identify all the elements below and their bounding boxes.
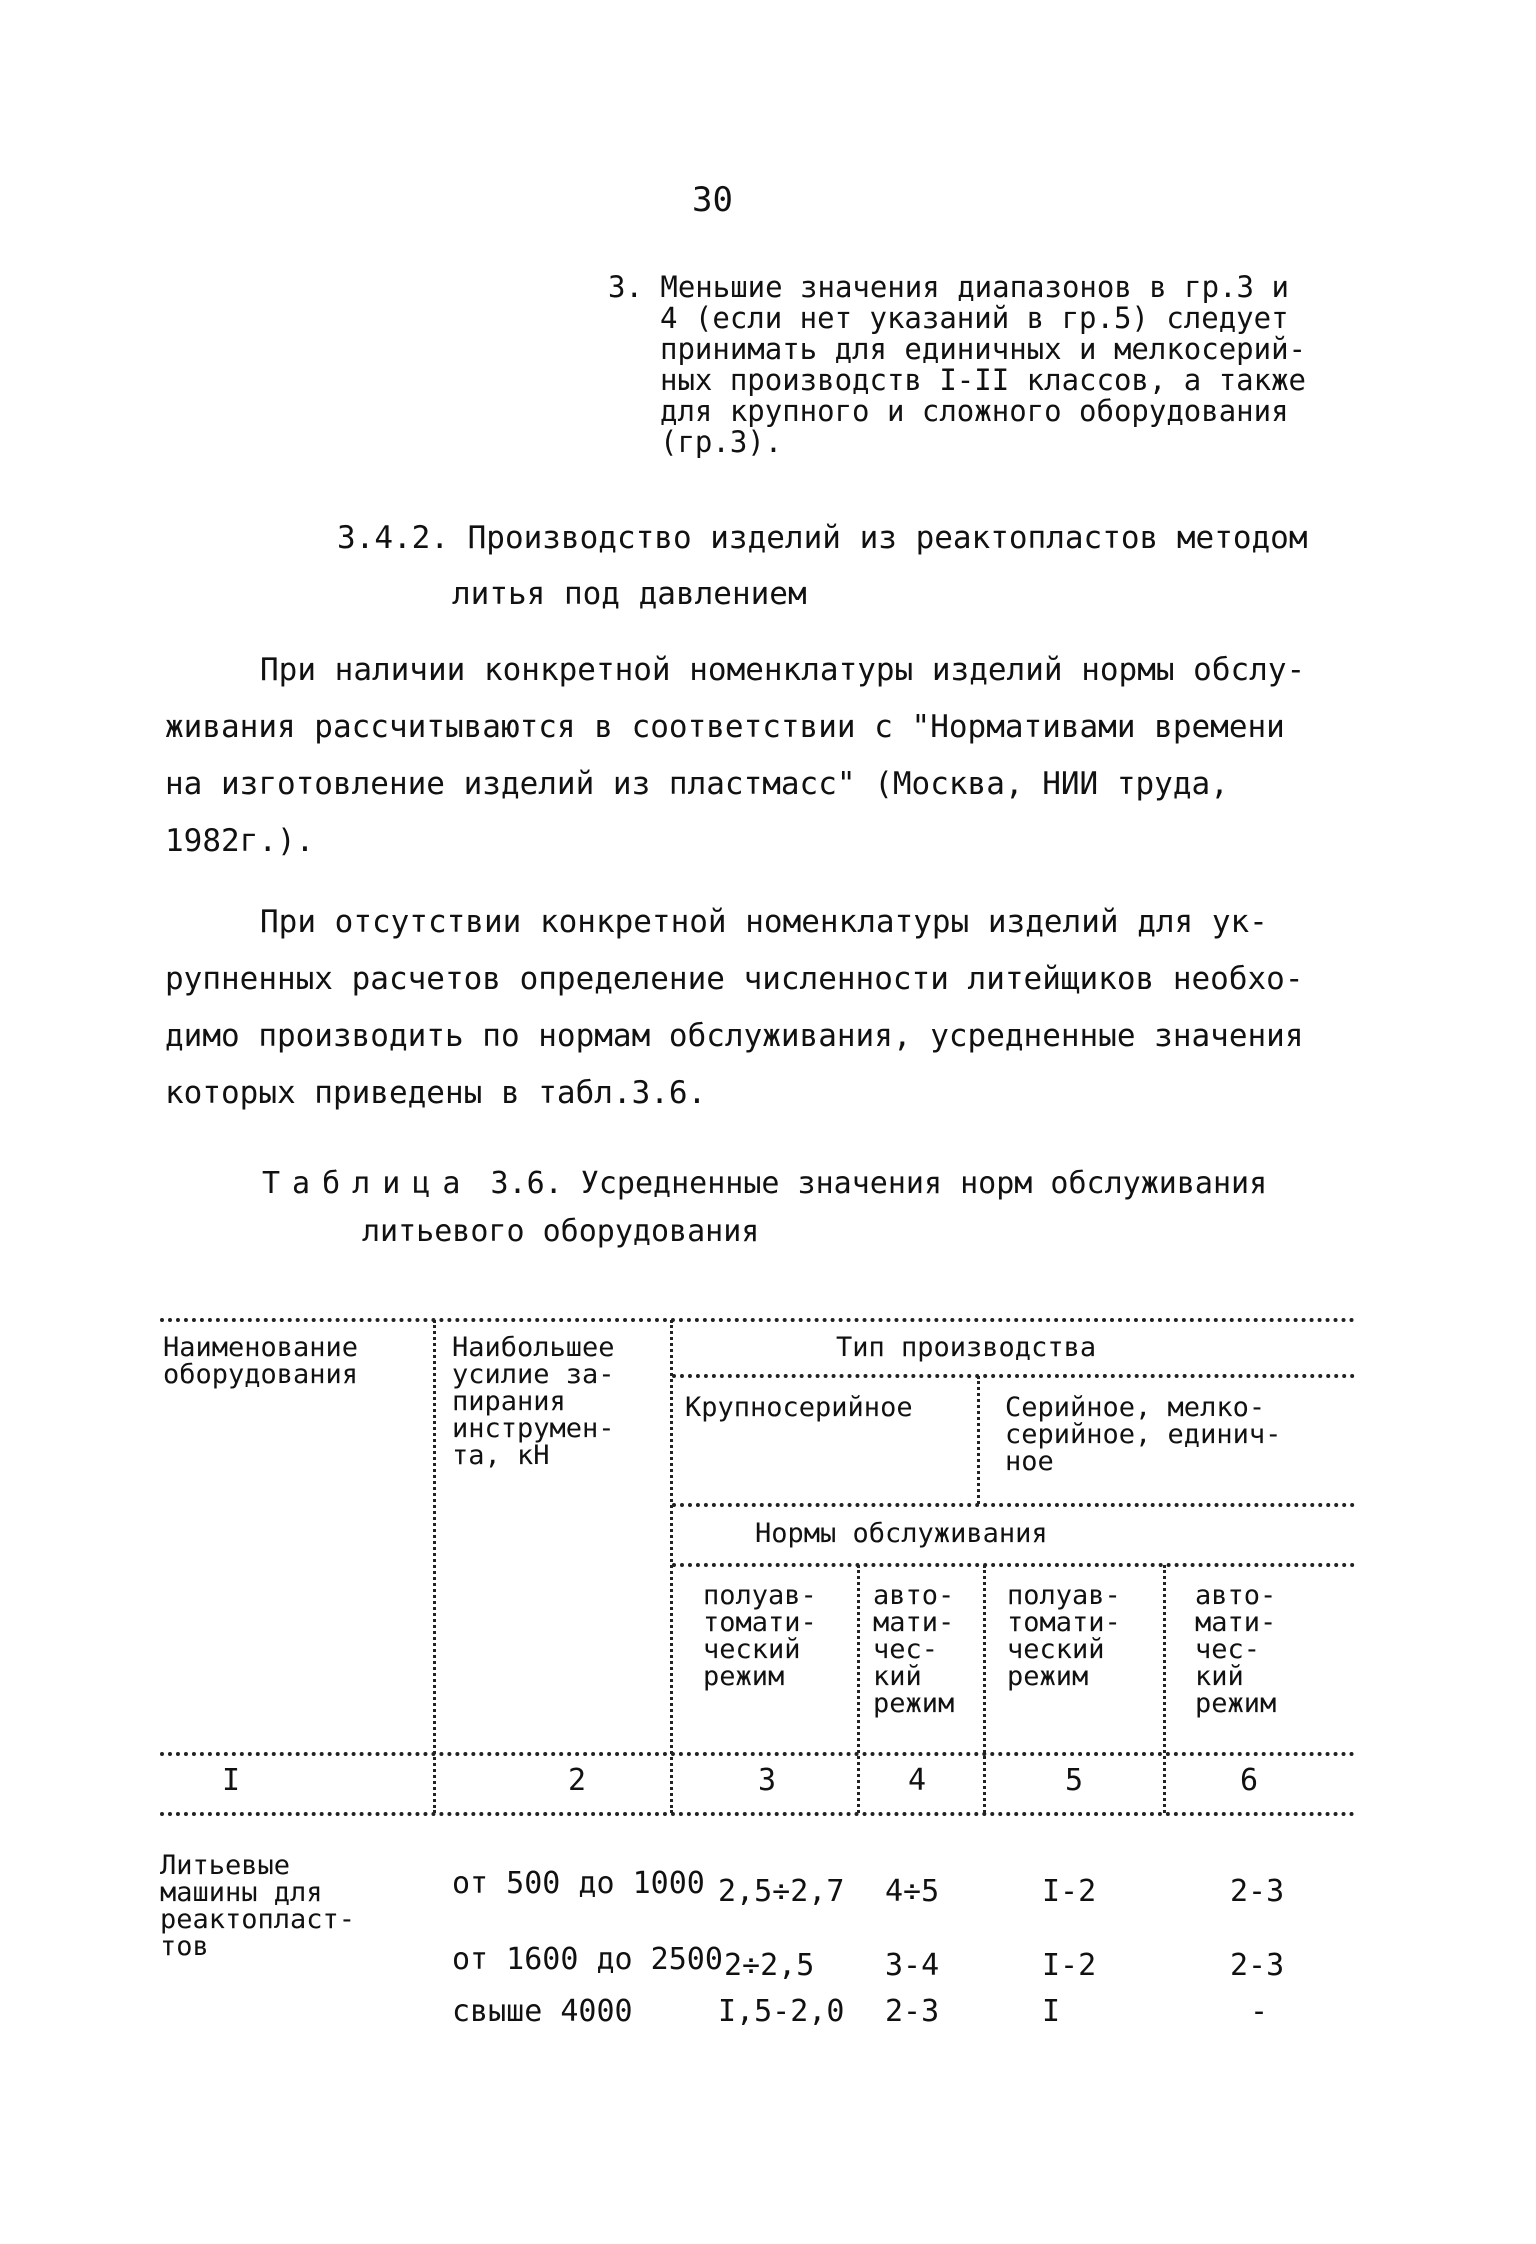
header-bottom-rule bbox=[160, 1752, 1355, 1756]
row-name-text: машины для bbox=[160, 1877, 323, 1908]
table-row-2-col6: 2-3 bbox=[1230, 1948, 1285, 1983]
header-text: Наименование bbox=[163, 1332, 359, 1363]
header-large-series: Крупносерийное bbox=[685, 1392, 913, 1423]
paragraph-line: При отсутствии конкретной номенклатуры изделий для ук- bbox=[260, 904, 1268, 940]
table-row-1-col6: 2-3 bbox=[1230, 1874, 1285, 1909]
production-type-rule bbox=[672, 1374, 1355, 1378]
table-row-3-force: свыше 4000 bbox=[452, 1994, 633, 2029]
header-text: полуав- bbox=[703, 1580, 817, 1611]
col-divider-3 bbox=[857, 1565, 860, 1813]
header-equipment-name bbox=[163, 1334, 358, 1388]
row-name-text: тов bbox=[160, 1931, 209, 1962]
table-row-2-col4: 3-4 bbox=[885, 1948, 940, 1983]
header-auto-large bbox=[873, 1582, 954, 1717]
col-divider-serial bbox=[977, 1376, 980, 1504]
column-number-1: I bbox=[222, 1763, 241, 1798]
table-row-2-col5: I-2 bbox=[1042, 1948, 1097, 1983]
section-heading-line: литья под давлением bbox=[452, 576, 807, 612]
header-text: кий bbox=[1195, 1661, 1244, 1692]
table-caption-label: Таблица bbox=[262, 1166, 473, 1201]
table-row-1-force: от 500 до 1000 bbox=[452, 1866, 705, 1901]
table-row-3-col4: 2-3 bbox=[885, 1994, 940, 2029]
header-text: пирания bbox=[452, 1386, 566, 1417]
section-heading bbox=[337, 510, 1308, 622]
header-text: кий bbox=[873, 1661, 922, 1692]
header-auto-serial bbox=[1195, 1582, 1276, 1717]
table-row-1-col5: I-2 bbox=[1042, 1874, 1097, 1909]
paragraph-line: которых приведены в табл.3.6. bbox=[165, 1075, 707, 1111]
header-text: Наибольшее bbox=[452, 1332, 615, 1363]
row-name-text: Литьевые bbox=[160, 1850, 291, 1881]
paragraph-line: димо производить по нормам обслуживания, усредненные значения bbox=[165, 1018, 1304, 1054]
header-text: режим bbox=[703, 1661, 785, 1692]
table-caption-title: 3.6. Усредненные значения норм обслуживания bbox=[472, 1166, 1268, 1201]
header-text: серийное, единич- bbox=[1005, 1419, 1282, 1450]
column-number-2: 2 bbox=[568, 1763, 587, 1798]
table-row-1-col3: 2,5÷2,7 bbox=[718, 1874, 845, 1909]
table-caption-line2: литьевого оборудования bbox=[362, 1214, 760, 1249]
header-text: Серийное, мелко- bbox=[1005, 1392, 1266, 1423]
table-row-3-col3: I,5-2,0 bbox=[718, 1994, 845, 2029]
header-text: режим bbox=[1195, 1688, 1277, 1719]
header-clamping-force bbox=[452, 1334, 615, 1469]
table-row-2-col3: 2÷2,5 bbox=[724, 1948, 815, 1983]
header-text: авто- bbox=[873, 1580, 955, 1611]
paragraph-line: При наличии конкретной номенклатуры изделий нормы обслу- bbox=[260, 652, 1306, 688]
note-line: для крупного и сложного оборудования bbox=[660, 394, 1289, 428]
note-line: принимать для единичных и мелкосерий- bbox=[660, 332, 1307, 366]
section-heading-line: 3.4.2. Производство изделий из реактопластов методом bbox=[337, 520, 1308, 556]
table-caption bbox=[262, 1160, 1267, 1256]
header-production-type: Тип производства bbox=[836, 1332, 1097, 1363]
column-number-6: 6 bbox=[1240, 1763, 1259, 1798]
col-divider-4 bbox=[983, 1565, 986, 1813]
note-line: 3. Меньшие значения диапазонов в гр.3 и bbox=[608, 270, 1289, 304]
header-text: инструмен- bbox=[452, 1413, 615, 1444]
note-3 bbox=[608, 272, 1306, 458]
header-text: чес- bbox=[1195, 1634, 1261, 1665]
table-row-3-col6: - bbox=[1250, 1994, 1269, 2029]
header-text: усилие за- bbox=[452, 1359, 615, 1390]
header-text: ческий bbox=[703, 1634, 801, 1665]
table-row-1-col4: 4÷5 bbox=[885, 1874, 940, 1909]
header-text: полуав- bbox=[1007, 1580, 1121, 1611]
header-text: авто- bbox=[1195, 1580, 1277, 1611]
column-numbers-rule bbox=[160, 1812, 1355, 1816]
column-number-3: 3 bbox=[758, 1763, 777, 1798]
header-text: томати- bbox=[703, 1607, 817, 1638]
header-text: мати- bbox=[873, 1607, 955, 1638]
mode-rule bbox=[672, 1563, 1355, 1567]
header-norms: Нормы обслуживания bbox=[755, 1518, 1048, 1549]
col-divider-2 bbox=[670, 1320, 673, 1813]
header-text: ное bbox=[1005, 1446, 1054, 1477]
header-semi-auto-serial bbox=[1007, 1582, 1121, 1690]
row-name-text: реактопласт- bbox=[160, 1904, 356, 1935]
paragraph-line: на изготовление изделий из пластмасс" (Москва, НИИ труда, bbox=[165, 766, 1229, 802]
page-number: 30 bbox=[692, 180, 733, 220]
table-top-rule bbox=[160, 1318, 1355, 1322]
row-equipment-name bbox=[160, 1852, 355, 1960]
paragraph-1 bbox=[165, 642, 1305, 870]
table-row-3-col5: I bbox=[1042, 1994, 1061, 2029]
header-text: томати- bbox=[1007, 1607, 1121, 1638]
paragraph-line: 1982г.). bbox=[165, 823, 315, 859]
table-row-2-force: от 1600 до 2500 bbox=[452, 1942, 723, 1977]
norms-rule bbox=[672, 1503, 1355, 1507]
col-divider-5 bbox=[1163, 1565, 1166, 1813]
header-text: режим bbox=[873, 1688, 955, 1719]
header-text: ческий bbox=[1007, 1634, 1105, 1665]
column-number-5: 5 bbox=[1065, 1763, 1084, 1798]
paragraph-line: рупненных расчетов определение численности литейщиков необхо- bbox=[165, 961, 1304, 997]
note-line: 4 (если нет указаний в гр.5) следует bbox=[660, 301, 1289, 335]
paragraph-line: живания рассчитываются в соответствии с "Нормативами времени bbox=[165, 709, 1285, 745]
paragraph-2 bbox=[165, 894, 1303, 1122]
column-number-4: 4 bbox=[908, 1763, 927, 1798]
note-line: ных производств I-II классов, а также bbox=[660, 363, 1307, 397]
header-semi-auto-large bbox=[703, 1582, 817, 1690]
col-divider-1 bbox=[433, 1320, 436, 1813]
header-text: та, кН bbox=[452, 1440, 550, 1471]
header-serial bbox=[1005, 1394, 1281, 1475]
header-text: режим bbox=[1007, 1661, 1089, 1692]
header-text: мати- bbox=[1195, 1607, 1277, 1638]
header-text: чес- bbox=[873, 1634, 939, 1665]
note-line: (гр.3). bbox=[660, 425, 783, 459]
header-text: оборудования bbox=[163, 1359, 359, 1390]
